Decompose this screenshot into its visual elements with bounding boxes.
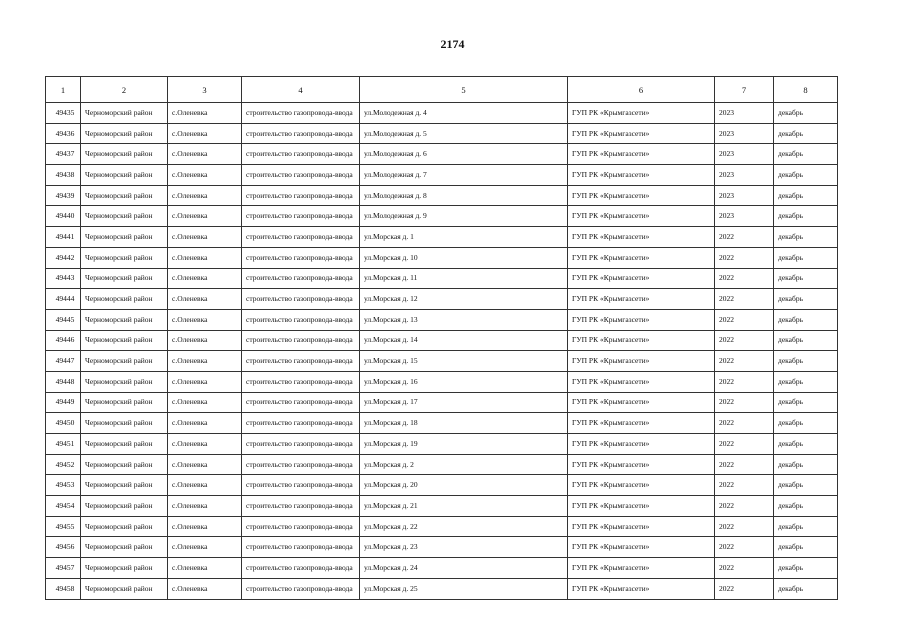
table-row bbox=[46, 351, 838, 372]
year-cell: 2022 bbox=[715, 558, 774, 579]
work-type-cell: строительство газопровода-ввода bbox=[242, 351, 360, 372]
organization-cell: ГУП РК «Крымгазсети» bbox=[568, 123, 715, 144]
settlement-cell: с.Оленевка bbox=[168, 247, 242, 268]
settlement-cell: с.Оленевка bbox=[168, 578, 242, 599]
settlement-cell: с.Оленевка bbox=[168, 371, 242, 392]
work-type-cell: строительство газопровода-ввода bbox=[242, 496, 360, 517]
settlement-cell: с.Оленевка bbox=[168, 330, 242, 351]
year-cell: 2022 bbox=[715, 371, 774, 392]
record-number-cell: 49452 bbox=[46, 454, 81, 475]
address-cell: ул.Морская д. 24 bbox=[360, 558, 568, 579]
address-cell: ул.Морская д. 15 bbox=[360, 351, 568, 372]
record-number-cell: 49447 bbox=[46, 351, 81, 372]
year-cell: 2022 bbox=[715, 496, 774, 517]
record-number-cell: 49438 bbox=[46, 165, 81, 186]
district-cell: Черноморский район bbox=[81, 413, 168, 434]
year-cell: 2022 bbox=[715, 516, 774, 537]
column-header: 6 bbox=[568, 77, 715, 103]
year-cell: 2023 bbox=[715, 165, 774, 186]
settlement-cell: с.Оленевка bbox=[168, 268, 242, 289]
work-type-cell: строительство газопровода-ввода bbox=[242, 413, 360, 434]
table-row bbox=[46, 434, 838, 455]
month-cell: декабрь bbox=[774, 392, 838, 413]
district-cell: Черноморский район bbox=[81, 268, 168, 289]
month-cell: декабрь bbox=[774, 123, 838, 144]
organization-cell: ГУП РК «Крымгазсети» bbox=[568, 434, 715, 455]
record-number-cell: 49454 bbox=[46, 496, 81, 517]
district-cell: Черноморский район bbox=[81, 454, 168, 475]
table-row bbox=[46, 309, 838, 330]
organization-cell: ГУП РК «Крымгазсети» bbox=[568, 351, 715, 372]
record-number-cell: 49458 bbox=[46, 578, 81, 599]
month-cell: декабрь bbox=[774, 289, 838, 310]
year-cell: 2022 bbox=[715, 268, 774, 289]
column-header: 4 bbox=[242, 77, 360, 103]
address-cell: ул.Морская д. 11 bbox=[360, 268, 568, 289]
record-number-cell: 49435 bbox=[46, 103, 81, 124]
address-cell: ул.Молодежная д. 4 bbox=[360, 103, 568, 124]
month-cell: декабрь bbox=[774, 206, 838, 227]
district-cell: Черноморский район bbox=[81, 227, 168, 248]
work-type-cell: строительство газопровода-ввода bbox=[242, 516, 360, 537]
work-type-cell: строительство газопровода-ввода bbox=[242, 578, 360, 599]
district-cell: Черноморский район bbox=[81, 434, 168, 455]
record-number-cell: 49443 bbox=[46, 268, 81, 289]
address-cell: ул.Молодежная д. 7 bbox=[360, 165, 568, 186]
work-type-cell: строительство газопровода-ввода bbox=[242, 434, 360, 455]
record-number-cell: 49441 bbox=[46, 227, 81, 248]
organization-cell: ГУП РК «Крымгазсети» bbox=[568, 268, 715, 289]
month-cell: декабрь bbox=[774, 413, 838, 434]
table-row bbox=[46, 537, 838, 558]
record-number-cell: 49456 bbox=[46, 537, 81, 558]
settlement-cell: с.Оленевка bbox=[168, 392, 242, 413]
year-cell: 2023 bbox=[715, 185, 774, 206]
work-type-cell: строительство газопровода-ввода bbox=[242, 123, 360, 144]
settlement-cell: с.Оленевка bbox=[168, 516, 242, 537]
work-type-cell: строительство газопровода-ввода bbox=[242, 537, 360, 558]
address-cell: ул.Морская д. 16 bbox=[360, 371, 568, 392]
record-number-cell: 49446 bbox=[46, 330, 81, 351]
record-number-cell: 49457 bbox=[46, 558, 81, 579]
work-type-cell: строительство газопровода-ввода bbox=[242, 268, 360, 289]
settlement-cell: с.Оленевка bbox=[168, 144, 242, 165]
month-cell: декабрь bbox=[774, 247, 838, 268]
table-row bbox=[46, 123, 838, 144]
work-type-cell: строительство газопровода-ввода bbox=[242, 165, 360, 186]
table-body bbox=[46, 103, 838, 600]
month-cell: декабрь bbox=[774, 558, 838, 579]
column-header: 7 bbox=[715, 77, 774, 103]
table-row bbox=[46, 227, 838, 248]
work-type-cell: строительство газопровода-ввода bbox=[242, 454, 360, 475]
year-cell: 2023 bbox=[715, 206, 774, 227]
month-cell: декабрь bbox=[774, 185, 838, 206]
organization-cell: ГУП РК «Крымгазсети» bbox=[568, 516, 715, 537]
district-cell: Черноморский район bbox=[81, 537, 168, 558]
organization-cell: ГУП РК «Крымгазсети» bbox=[568, 392, 715, 413]
year-cell: 2022 bbox=[715, 434, 774, 455]
year-cell: 2023 bbox=[715, 103, 774, 124]
month-cell: декабрь bbox=[774, 475, 838, 496]
work-type-cell: строительство газопровода-ввода bbox=[242, 103, 360, 124]
year-cell: 2022 bbox=[715, 289, 774, 310]
district-cell: Черноморский район bbox=[81, 185, 168, 206]
district-cell: Черноморский район bbox=[81, 351, 168, 372]
month-cell: декабрь bbox=[774, 165, 838, 186]
year-cell: 2022 bbox=[715, 475, 774, 496]
record-number-cell: 49449 bbox=[46, 392, 81, 413]
column-header: 3 bbox=[168, 77, 242, 103]
address-cell: ул.Морская д. 17 bbox=[360, 392, 568, 413]
column-header: 8 bbox=[774, 77, 838, 103]
record-number-cell: 49445 bbox=[46, 309, 81, 330]
record-number-cell: 49448 bbox=[46, 371, 81, 392]
district-cell: Черноморский район bbox=[81, 475, 168, 496]
record-number-cell: 49451 bbox=[46, 434, 81, 455]
district-cell: Черноморский район bbox=[81, 289, 168, 310]
settlement-cell: с.Оленевка bbox=[168, 289, 242, 310]
settlement-cell: с.Оленевка bbox=[168, 123, 242, 144]
organization-cell: ГУП РК «Крымгазсети» bbox=[568, 103, 715, 124]
organization-cell: ГУП РК «Крымгазсети» bbox=[568, 185, 715, 206]
year-cell: 2022 bbox=[715, 247, 774, 268]
table-row bbox=[46, 371, 838, 392]
work-type-cell: строительство газопровода-ввода bbox=[242, 371, 360, 392]
address-cell: ул.Морская д. 1 bbox=[360, 227, 568, 248]
record-number-cell: 49436 bbox=[46, 123, 81, 144]
district-cell: Черноморский район bbox=[81, 123, 168, 144]
work-type-cell: строительство газопровода-ввода bbox=[242, 392, 360, 413]
organization-cell: ГУП РК «Крымгазсети» bbox=[568, 578, 715, 599]
column-header: 1 bbox=[46, 77, 81, 103]
year-cell: 2022 bbox=[715, 227, 774, 248]
district-cell: Черноморский район bbox=[81, 578, 168, 599]
settlement-cell: с.Оленевка bbox=[168, 413, 242, 434]
table-row bbox=[46, 475, 838, 496]
organization-cell: ГУП РК «Крымгазсети» bbox=[568, 144, 715, 165]
month-cell: декабрь bbox=[774, 330, 838, 351]
record-number-cell: 49444 bbox=[46, 289, 81, 310]
table-row bbox=[46, 103, 838, 124]
work-type-cell: строительство газопровода-ввода bbox=[242, 330, 360, 351]
organization-cell: ГУП РК «Крымгазсети» bbox=[568, 330, 715, 351]
month-cell: декабрь bbox=[774, 103, 838, 124]
address-cell: ул.Морская д. 23 bbox=[360, 537, 568, 558]
organization-cell: ГУП РК «Крымгазсети» bbox=[568, 247, 715, 268]
year-cell: 2022 bbox=[715, 454, 774, 475]
address-cell: ул.Морская д. 21 bbox=[360, 496, 568, 517]
year-cell: 2023 bbox=[715, 123, 774, 144]
table-row bbox=[46, 558, 838, 579]
district-cell: Черноморский район bbox=[81, 392, 168, 413]
month-cell: декабрь bbox=[774, 578, 838, 599]
year-cell: 2022 bbox=[715, 413, 774, 434]
table-row bbox=[46, 247, 838, 268]
table-row bbox=[46, 516, 838, 537]
settlement-cell: с.Оленевка bbox=[168, 165, 242, 186]
table-row bbox=[46, 330, 838, 351]
record-number-cell: 49439 bbox=[46, 185, 81, 206]
work-type-cell: строительство газопровода-ввода bbox=[242, 558, 360, 579]
register-table bbox=[45, 76, 838, 600]
year-cell: 2022 bbox=[715, 330, 774, 351]
year-cell: 2022 bbox=[715, 537, 774, 558]
settlement-cell: с.Оленевка bbox=[168, 496, 242, 517]
table-row bbox=[46, 413, 838, 434]
work-type-cell: строительство газопровода-ввода bbox=[242, 144, 360, 165]
month-cell: декабрь bbox=[774, 496, 838, 517]
district-cell: Черноморский район bbox=[81, 516, 168, 537]
month-cell: декабрь bbox=[774, 268, 838, 289]
work-type-cell: строительство газопровода-ввода bbox=[242, 289, 360, 310]
year-cell: 2022 bbox=[715, 392, 774, 413]
settlement-cell: с.Оленевка bbox=[168, 475, 242, 496]
address-cell: ул.Морская д. 19 bbox=[360, 434, 568, 455]
address-cell: ул.Морская д. 2 bbox=[360, 454, 568, 475]
year-cell: 2022 bbox=[715, 309, 774, 330]
work-type-cell: строительство газопровода-ввода bbox=[242, 227, 360, 248]
address-cell: ул.Морская д. 18 bbox=[360, 413, 568, 434]
year-cell: 2023 bbox=[715, 144, 774, 165]
work-type-cell: строительство газопровода-ввода bbox=[242, 185, 360, 206]
address-cell: ул.Молодежная д. 6 bbox=[360, 144, 568, 165]
settlement-cell: с.Оленевка bbox=[168, 227, 242, 248]
record-number-cell: 49437 bbox=[46, 144, 81, 165]
organization-cell: ГУП РК «Крымгазсети» bbox=[568, 413, 715, 434]
month-cell: декабрь bbox=[774, 371, 838, 392]
table-row bbox=[46, 206, 838, 227]
district-cell: Черноморский район bbox=[81, 496, 168, 517]
address-cell: ул.Морская д. 20 bbox=[360, 475, 568, 496]
address-cell: ул.Морская д. 13 bbox=[360, 309, 568, 330]
month-cell: декабрь bbox=[774, 537, 838, 558]
settlement-cell: с.Оленевка bbox=[168, 206, 242, 227]
table-row bbox=[46, 289, 838, 310]
address-cell: ул.Морская д. 12 bbox=[360, 289, 568, 310]
record-number-cell: 49455 bbox=[46, 516, 81, 537]
organization-cell: ГУП РК «Крымгазсети» bbox=[568, 558, 715, 579]
month-cell: декабрь bbox=[774, 516, 838, 537]
month-cell: декабрь bbox=[774, 309, 838, 330]
month-cell: декабрь bbox=[774, 351, 838, 372]
table-row bbox=[46, 496, 838, 517]
settlement-cell: с.Оленевка bbox=[168, 309, 242, 330]
district-cell: Черноморский район bbox=[81, 558, 168, 579]
settlement-cell: с.Оленевка bbox=[168, 558, 242, 579]
record-number-cell: 49440 bbox=[46, 206, 81, 227]
settlement-cell: с.Оленевка bbox=[168, 454, 242, 475]
record-number-cell: 49450 bbox=[46, 413, 81, 434]
column-header: 5 bbox=[360, 77, 568, 103]
year-cell: 2022 bbox=[715, 578, 774, 599]
record-number-cell: 49442 bbox=[46, 247, 81, 268]
address-cell: ул.Молодежная д. 8 bbox=[360, 185, 568, 206]
organization-cell: ГУП РК «Крымгазсети» bbox=[568, 475, 715, 496]
settlement-cell: с.Оленевка bbox=[168, 351, 242, 372]
organization-cell: ГУП РК «Крымгазсети» bbox=[568, 371, 715, 392]
district-cell: Черноморский район bbox=[81, 371, 168, 392]
district-cell: Черноморский район bbox=[81, 165, 168, 186]
month-cell: декабрь bbox=[774, 227, 838, 248]
district-cell: Черноморский район bbox=[81, 144, 168, 165]
organization-cell: ГУП РК «Крымгазсети» bbox=[568, 537, 715, 558]
table-row bbox=[46, 392, 838, 413]
table-row bbox=[46, 268, 838, 289]
organization-cell: ГУП РК «Крымгазсети» bbox=[568, 289, 715, 310]
work-type-cell: строительство газопровода-ввода bbox=[242, 309, 360, 330]
column-header: 2 bbox=[81, 77, 168, 103]
table-row bbox=[46, 578, 838, 599]
page-number: 2174 bbox=[440, 37, 465, 51]
district-cell: Черноморский район bbox=[81, 103, 168, 124]
record-number-cell: 49453 bbox=[46, 475, 81, 496]
address-cell: ул.Морская д. 14 bbox=[360, 330, 568, 351]
table-row bbox=[46, 144, 838, 165]
table-row bbox=[46, 454, 838, 475]
organization-cell: ГУП РК «Крымгазсети» bbox=[568, 165, 715, 186]
organization-cell: ГУП РК «Крымгазсети» bbox=[568, 309, 715, 330]
month-cell: декабрь bbox=[774, 434, 838, 455]
organization-cell: ГУП РК «Крымгазсети» bbox=[568, 206, 715, 227]
month-cell: декабрь bbox=[774, 454, 838, 475]
year-cell: 2022 bbox=[715, 351, 774, 372]
work-type-cell: строительство газопровода-ввода bbox=[242, 206, 360, 227]
address-cell: ул.Морская д. 22 bbox=[360, 516, 568, 537]
header-row bbox=[46, 77, 838, 103]
district-cell: Черноморский район bbox=[81, 309, 168, 330]
address-cell: ул.Морская д. 10 bbox=[360, 247, 568, 268]
district-cell: Черноморский район bbox=[81, 247, 168, 268]
address-cell: ул.Морская д. 25 bbox=[360, 578, 568, 599]
settlement-cell: с.Оленевка bbox=[168, 103, 242, 124]
address-cell: ул.Молодежная д. 9 bbox=[360, 206, 568, 227]
district-cell: Черноморский район bbox=[81, 206, 168, 227]
work-type-cell: строительство газопровода-ввода bbox=[242, 475, 360, 496]
table-row bbox=[46, 165, 838, 186]
settlement-cell: с.Оленевка bbox=[168, 185, 242, 206]
address-cell: ул.Молодежная д. 5 bbox=[360, 123, 568, 144]
table-row bbox=[46, 185, 838, 206]
organization-cell: ГУП РК «Крымгазсети» bbox=[568, 496, 715, 517]
work-type-cell: строительство газопровода-ввода bbox=[242, 247, 360, 268]
district-cell: Черноморский район bbox=[81, 330, 168, 351]
organization-cell: ГУП РК «Крымгазсети» bbox=[568, 227, 715, 248]
settlement-cell: с.Оленевка bbox=[168, 537, 242, 558]
month-cell: декабрь bbox=[774, 144, 838, 165]
settlement-cell: с.Оленевка bbox=[168, 434, 242, 455]
organization-cell: ГУП РК «Крымгазсети» bbox=[568, 454, 715, 475]
